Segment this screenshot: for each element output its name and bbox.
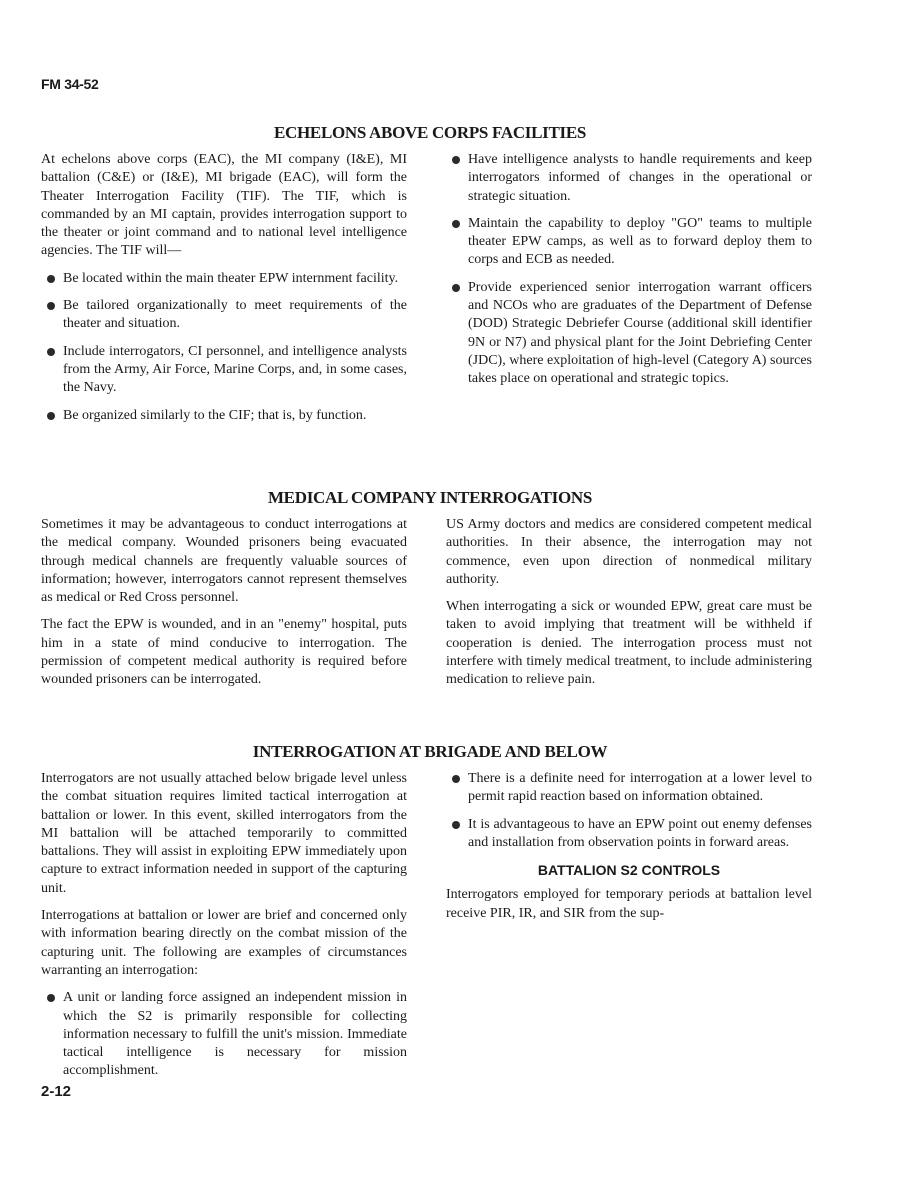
bullet-icon — [452, 284, 460, 292]
page-number: 2-12 — [41, 1083, 72, 1100]
eac-left-column — [41, 151, 407, 434]
list-item: Include interrogators, CI personnel, and intelligence analysts from the Army, Air Force, Marine Corps, and, in some cases, the Navy. — [41, 343, 407, 398]
list-item: Maintain the capability to deploy "GO" teams to multiple theater EPW camps, as well as to forward deploy them to corps and ECB as needed. — [446, 215, 812, 270]
medical-paragraph: When interrogating a sick or wounded EPW, great care must be taken to avoid implying that treatment will be withheld if cooperation is denied. The interrogation process must not interfere with timely medical treatment, to include administering medication to relieve pain. — [446, 599, 812, 688]
brigade-left-column — [41, 770, 407, 1090]
section-title-medical: MEDICAL COMPANY INTERROGATIONS — [267, 488, 593, 507]
section-title-brigade: INTERROGATION AT BRIGADE AND BELOW — [252, 742, 608, 761]
medical-left-column — [41, 516, 407, 699]
eac-right-column — [446, 151, 812, 398]
bullet-icon — [47, 994, 55, 1002]
list-item: It is advantageous to have an EPW point out enemy defenses and installation from observation points in forward areas. — [446, 816, 812, 853]
list-item: Be tailored organizationally to meet requirements of the theater and situation. — [41, 297, 407, 334]
list-item: Be located within the main theater EPW internment facility. — [41, 270, 407, 288]
subsection-title-battalion-s2: BATTALION S2 CONTROLS — [537, 862, 721, 879]
list-item: Provide experienced senior interrogation warrant officers and NCOs who are graduates of the Department of Defense (DOD) Strategic Debriefer Course (additional skill identifier 9N or N7) and physical plant for the Joint Debriefing Center (JDC), where exploitation of high-level (Category A) sources takes place on operational and strategic topics. — [446, 279, 812, 389]
bullet-icon — [47, 412, 55, 420]
list-item: A unit or landing force assigned an independent mission in which the S2 is primarily responsible for collecting information necessary to fulfill the unit's mission. Immediate tactical intelligence is necessary for mission accomplishment. — [41, 989, 407, 1080]
medical-right-column — [446, 516, 812, 699]
list-item: There is a definite need for interrogation at a lower level to permit rapid reaction based on information obtained. — [446, 770, 812, 807]
brigade-paragraph: Interrogators are not usually attached below brigade level unless the combat situation requires limited tactical interrogation at battalion or lower. In this event, skilled interrogators from the MI battalion will be attached temporarily to committed battalions. They will assist in exploiting EPW immediately upon capture to extract information needed in support of the capturing unit. — [41, 771, 407, 896]
eac-intro-paragraph: At echelons above corps (EAC), the MI company (I&E), MI battalion (C&E) or (I&E), MI brigade (EAC), will form the Theater Interrogation Facility (TIF). The TIF, which is commanded by an MI captain, provides interrogation support to the theater or joint command and to national level intelligence agencies. The TIF will— — [41, 152, 407, 259]
list-item: Have intelligence analysts to handle requirements and keep interrogators informed of changes in the operational or strategic situation. — [446, 151, 812, 206]
bullet-icon — [452, 156, 460, 164]
bullet-icon — [452, 220, 460, 228]
medical-paragraph: Sometimes it may be advantageous to conduct interrogations at the medical company. Wounded prisoners being evacuated through medical channels are frequently valuable sources of information; however, interrogators cannot represent themselves as medical or Red Cross personnel. — [41, 517, 407, 606]
manual-id-header: FM 34-52 — [41, 76, 99, 92]
brigade-right-column — [446, 770, 812, 923]
bullet-icon — [47, 348, 55, 356]
battalion-s2-paragraph: Interrogators employed for temporary periods at battalion level receive PIR, IR, and SIR from the sup- — [446, 887, 812, 921]
bullet-icon — [47, 302, 55, 310]
bullet-icon — [47, 275, 55, 283]
bullet-icon — [452, 775, 460, 783]
bullet-icon — [452, 821, 460, 829]
list-item: Be organized similarly to the CIF; that is, by function. — [41, 407, 407, 425]
medical-paragraph: The fact the EPW is wounded, and in an "enemy" hospital, puts him in a state of mind conducive to interrogation. The permission of competent medical authority is required before wounded prisoners can be interrogated. — [41, 617, 407, 688]
section-title-eac: ECHELONS ABOVE CORPS FACILITIES — [273, 123, 587, 142]
brigade-paragraph: Interrogations at battalion or lower are brief and concerned only with information bearing directly on the combat mission of the capturing unit. The following are examples of circumstances warranting an interrogation: — [41, 908, 407, 978]
medical-paragraph: US Army doctors and medics are considered competent medical authorities. In their absence, the interrogation may not commence, even upon direction of nonmedical military authority. — [446, 517, 812, 587]
